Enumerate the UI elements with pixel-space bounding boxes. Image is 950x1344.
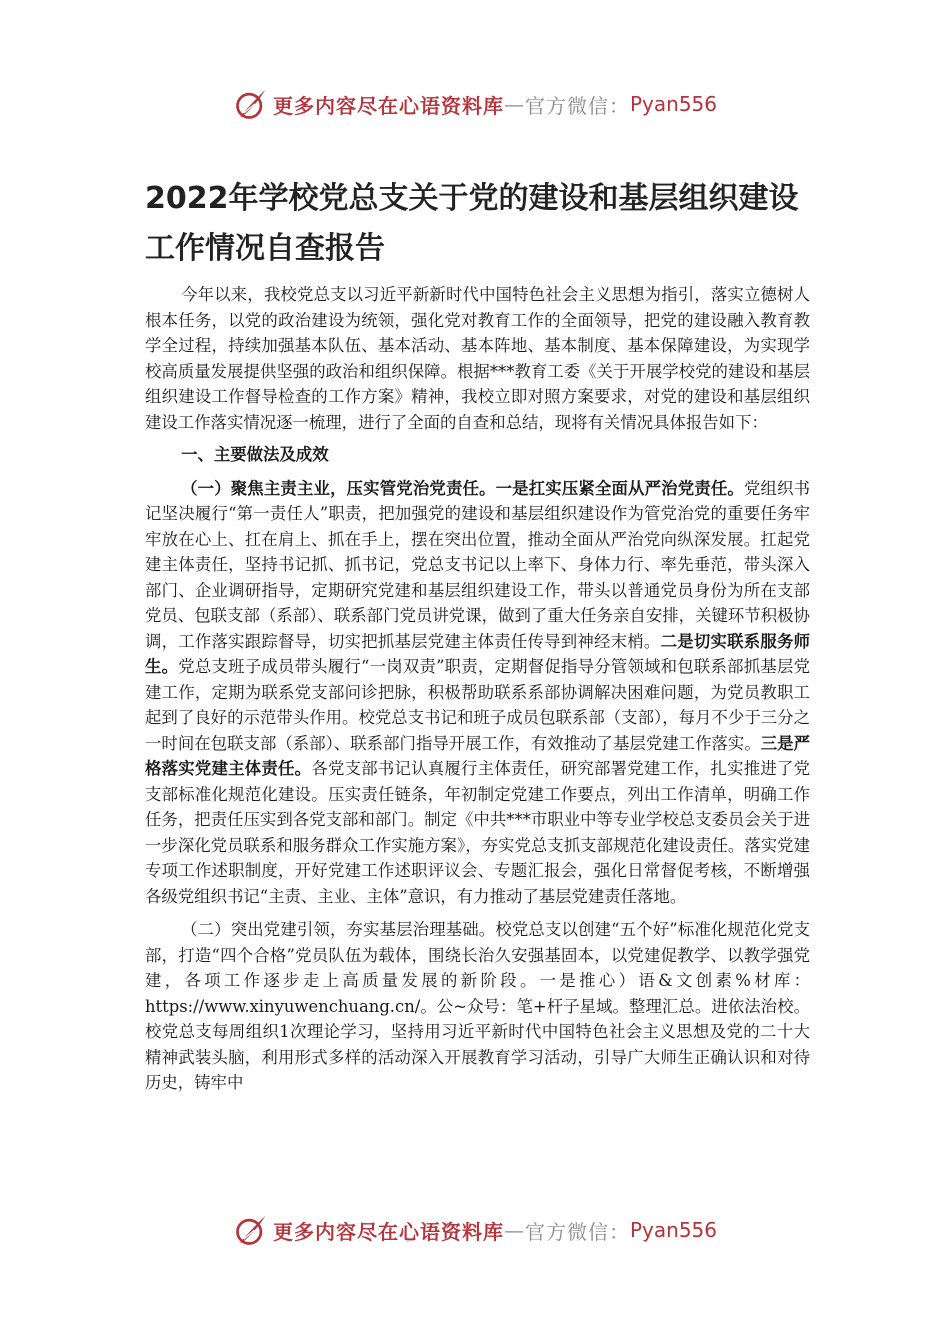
watermark-banner-top	[0, 84, 950, 124]
watermark-main-text: 更多内容尽在心语资料库	[272, 93, 504, 118]
para1-sub3: 三是严格落实党建主体责任。	[145, 733, 810, 778]
watermark-separator: —	[503, 92, 525, 116]
watermark-contact-label: 官方微信：	[524, 1219, 630, 1244]
watermark-banner-bottom	[0, 1210, 950, 1250]
para1-text3: 各党支部书记认真履行主体责任，研究部署党建工作，扎实推进了党支部标准化规范化建设。压实责任链条，年初制定党建工作要点，列出工作清单，明确工作任务，把责任压实到各党支部和部门。制定《中共***市职业中等专业学校总支委员会关于进一步深化党员联系和服务群众工作实施方案》，夯实党总支抓支部规范化建设责任。落实党建专项工作述职制度，开好党建工作述职评议会、专题汇报会，强化日常督促考核，不断增强各级党组织书记“主责、主业、主体”意识，有力推动了基层党建责任落地。	[145, 759, 811, 906]
document-body	[145, 282, 810, 1096]
section-paragraph-2: （二）突出党建引领，夯实基层治理基础。校党总支以创建“五个好”标准化规范化党支部，打造“四个合格”党员队伍为载体，围绕长治久安强基固本，以党建促教学、以教学强党建，各项工作逐步走上高质量发展的新阶段。一是推心）语&文创素%材库：https://www.xinyuwenchuang.cn/。公~众号：笔+杆子星域。整理汇总。进依法治校。校党总支每周组织1次理论学习，坚持用习近平新时代中国特色社会主义思想及党的二十大精神武装头脑，利用形式多样的活动深入开展教育学习活动，引导广大师生正确认识和对待历史，铸牢中	[145, 920, 810, 1092]
para1-lead: （一）聚焦主责主业，压实管党治党责任。一是扛实压紧全面从严治党责任。	[181, 478, 744, 498]
watermark-separator: —	[503, 1218, 525, 1242]
watermark-main-text: 更多内容尽在心语资料库	[272, 1219, 504, 1244]
section-heading: 一、主要做法及成效	[181, 445, 329, 464]
watermark-contact-id: Pyan556	[629, 1218, 717, 1242]
section-paragraph-1	[145, 476, 810, 910]
quill-logo-icon	[233, 1212, 269, 1248]
para1-sub2: 二是切实联系服务师生。	[145, 631, 811, 676]
intro-paragraph: 今年以来，我校党总支以习近平新新时代中国特色社会主义思想为指引，落实立德树人根本任务，以党的政治建设为统领，强化党对教育工作的全面领导，把党的建设融入教育教学全过程，持续加强基本队伍、基本活动、基本阵地、基本制度、基本保障建设，为实现学校高质量发展提供坚强的政治和组织保障。根据***教育工委《关于开展学校党的建设和基层组织建设工作督导检查的工作方案》精神，我校立即对照方案要求，对党的建设和基层组织建设工作落实情况逐一梳理，进行了全面的自查和总结，现将有关情况具体报告如下：	[145, 285, 810, 432]
watermark-contact-label: 官方微信：	[524, 93, 630, 118]
para1-text2: 党总支班子成员带头履行“一岗双责”职责，定期督促指导分管领域和包联系部抓基层党建工作，定期为联系党支部问诊把脉，积极帮助联系系部协调解决困难问题，为党员教职工起到了良好的示范带头作用。校党总支书记和班子成员包联系部（支部），每月不少于三分之一时间在包联支部（系部）、联系部门指导开展工作，有效推动了基层党建工作落实。	[145, 657, 810, 753]
para1-text1: 党组织书记坚决履行“第一责任人”职责，把加强党的建设和基层组织建设作为管党治党的重要任务牢牢放在心上、扛在肩上、抓在手上，摆在突出位置，推动全面从严治党向纵深发展。扛起党建主体责任，坚持书记抓、抓书记，党总支书记以上率下、身体力行、率先垂范，带头深入部门、企业调研指导，定期研究党建和基层组织建设工作，带头以普通党员身份为所在支部党员、包联支部（系部）、联系部门党员讲党课，做到了重大任务亲自安排，关键环节积极协调，工作落实跟踪督导，切实把抓基层党建主体责任传导到神经末梢。	[145, 478, 811, 651]
watermark-contact-id: Pyan556	[629, 92, 717, 116]
quill-logo-icon	[233, 86, 269, 122]
document-title: 2022年学校党总支关于党的建设和基层组织建设工作情况自查报告	[145, 181, 799, 266]
